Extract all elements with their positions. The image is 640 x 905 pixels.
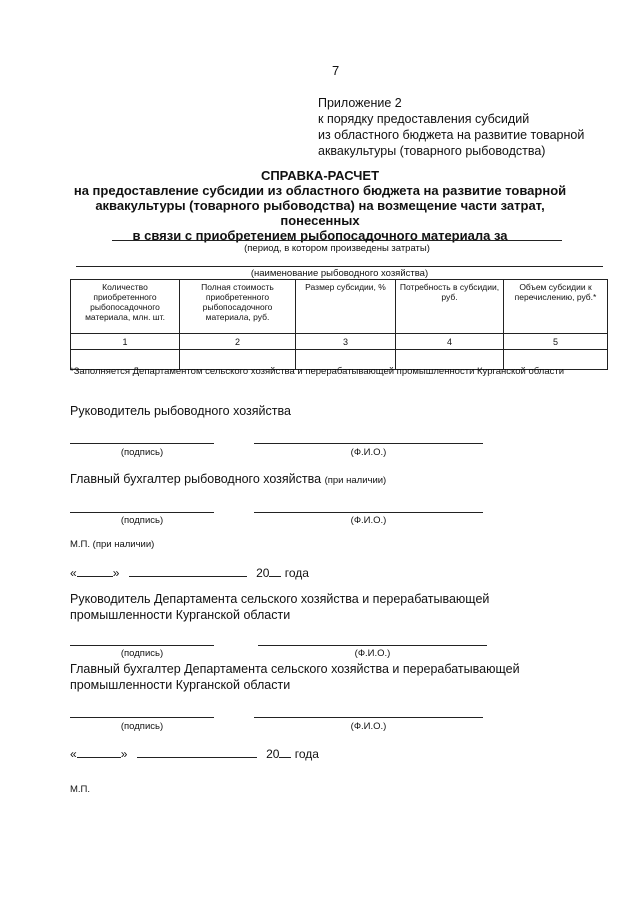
title-line-4: в связи с приобретением рыбопосадочного материала за — [132, 228, 508, 243]
table-header-cell: Размер субсидии, % — [296, 280, 396, 334]
title-line-1: СПРАВКА-РАСЧЕТ — [260, 168, 380, 183]
date-line-1 — [70, 565, 309, 580]
table-header-row — [71, 280, 608, 334]
period-line — [112, 240, 562, 241]
table-number-cell: 1 — [71, 334, 180, 350]
year-blank[interactable] — [269, 565, 281, 577]
chief-accountant-farm-label — [70, 471, 386, 489]
table-header-cell: Полная стоимость приобретенного рыбопосадочного материала, руб. — [180, 280, 296, 334]
fio-caption: (Ф.И.О.) — [350, 515, 387, 526]
table-number-cell: 4 — [396, 334, 504, 350]
month-blank[interactable] — [129, 565, 247, 577]
signature-caption: (подпись) — [120, 515, 164, 526]
appendix-line-1: Приложение 2 — [318, 96, 402, 110]
fio-line — [254, 512, 483, 513]
org-name-line — [76, 266, 603, 267]
fio-caption: (Ф.И.О.) — [350, 721, 387, 732]
fio-caption: (Ф.И.О.) — [354, 648, 391, 659]
appendix-line-3: из областного бюджета на развитие товарной — [318, 128, 585, 142]
table-number-cell: 5 — [504, 334, 608, 350]
footnote: *Заполняется Департаментом сельского хозяйства и перерабатывающей промышленности Курганской области — [70, 366, 565, 377]
date-line-2 — [70, 746, 319, 761]
signature-caption: (подпись) — [120, 648, 164, 659]
open-quote: « — [70, 566, 77, 580]
page-number: 7 — [332, 63, 340, 78]
table-header-cell: Количество приобретенного рыбопосадочного материала, млн. шт. — [71, 280, 180, 334]
year-prefix: 20 — [256, 566, 270, 580]
org-name-caption: (наименование рыбоводного хозяйства) — [250, 268, 429, 279]
close-quote: » — [120, 747, 128, 761]
table-number-row — [71, 334, 608, 350]
month-blank[interactable] — [137, 746, 257, 758]
signature-caption: (подпись) — [120, 447, 164, 458]
appendix-line-4: аквакультуры (товарного рыбоводства) — [318, 144, 546, 158]
year-word: года — [294, 747, 319, 761]
signature-line — [70, 645, 214, 646]
head-of-farm-label: Руководитель рыбоводного хозяйства — [70, 404, 291, 418]
chief-accountant-department-label: Главный бухгалтер Департамента сельского хозяйства и перерабатывающей промышленности Курганской области — [70, 662, 520, 692]
year-blank[interactable] — [279, 746, 291, 758]
open-quote: « — [70, 747, 77, 761]
table-number-cell: 3 — [296, 334, 396, 350]
signature-caption: (подпись) — [120, 721, 164, 732]
fio-line — [254, 717, 483, 718]
signature-line — [70, 512, 214, 513]
document-title — [60, 168, 580, 243]
fio-line — [258, 645, 487, 646]
table-number-cell: 2 — [180, 334, 296, 350]
table-header-cell: Объем субсидии к перечислению, руб.* — [504, 280, 608, 334]
signature-line — [70, 443, 214, 444]
day-blank[interactable] — [77, 565, 113, 577]
signature-line — [70, 717, 214, 718]
mp-label: М.П. — [70, 784, 91, 795]
chief-accountant-farm-text: Главный бухгалтер рыбоводного хозяйства — [70, 472, 322, 486]
table-header-cell: Потребность в субсидии, руб. — [396, 280, 504, 334]
appendix-line-2: к порядку предоставления субсидий — [318, 112, 530, 126]
subsidy-table — [70, 279, 608, 370]
head-of-department-label: Руководитель Департамента сельского хозяйства и перерабатывающей промышленности Курганской области — [70, 592, 490, 622]
year-word: года — [284, 566, 309, 580]
close-quote: » — [112, 566, 120, 580]
appendix-block — [318, 95, 584, 159]
day-blank[interactable] — [77, 746, 121, 758]
fio-line — [254, 443, 483, 444]
mp-optional-label: М.П. (при наличии) — [70, 539, 155, 550]
title-line-3: аквакультуры (товарного рыбоводства) на возмещение части затрат, понесенных — [95, 198, 545, 228]
fio-caption: (Ф.И.О.) — [350, 447, 387, 458]
chief-accountant-farm-note: (при наличии) — [324, 475, 387, 486]
title-line-2: на предоставление субсидии из областного бюджета на развитие товарной — [73, 183, 567, 198]
year-prefix: 20 — [266, 747, 280, 761]
period-caption: (период, в котором произведены затраты) — [244, 243, 430, 254]
